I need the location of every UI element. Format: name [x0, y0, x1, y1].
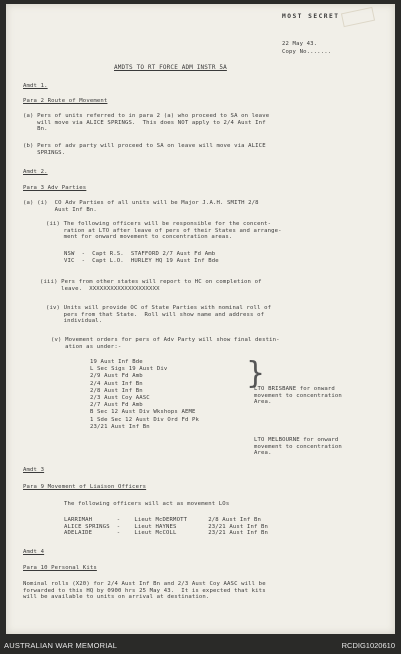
para-3a-i: (a) (i) CO Adv Parties of all units will be Major J.A.H. SMITH 2/8 Aust Inf Bn. — [23, 200, 259, 213]
amdt-3-heading: Amdt 3 — [23, 467, 45, 473]
state-officers: NSW - Capt R.S. STAFFORD 2/7 Aust Fd Amb VIC - Capt L.O. HURLEY HQ 19 Aust Inf Bde — [64, 251, 219, 264]
para-2b: (b) Pers of adv party will proceed to SA on leave will move via ALICE SPRINGS. — [23, 143, 266, 156]
para-9-heading: Para 9 Movement of Liaison Officers — [23, 484, 147, 490]
para-3a-iii: (iii) Pers from other states will report to HC on completion of leave. XXXXXXXXXXXXXXXXXXXX — [40, 279, 262, 292]
footer-id: RCDIG1020610 — [341, 641, 395, 650]
document-page — [6, 4, 395, 634]
para-2-heading: Para 2 Route of Movement — [23, 98, 108, 104]
footer-source: AUSTRALIAN WAR MEMORIAL — [4, 641, 118, 650]
copy-number: Copy No....... — [282, 49, 332, 55]
para-3a-v: (v) Movement orders for pers of Adv Party will show final destin- ation as under:- — [51, 337, 280, 350]
doc-title: AMDTS TO RT FORCE ADM INSTR 5A — [114, 64, 227, 71]
para-9-text: The following officers will act as movement LOs — [64, 501, 230, 507]
para-3-heading: Para 3 Adv Parties — [23, 185, 87, 191]
para-3a-iv: (iv) Units will provide OC of State Parties with nominal roll of pers from that State. Roll will show name and address of individual. — [46, 305, 272, 325]
para-10-text: Nominal rolls (X20) for 2/4 Aust Inf Bn and 2/3 Aust Coy AASC will be forwarded to this HQ by 0900 hrs 25 May 43. It is expected that kits will be available to units on arrival at destination. — [23, 581, 266, 601]
classification: MOST SECRET — [282, 13, 340, 20]
destination-melbourne: LTO MELBOURNE for onward movement to concentration Area. — [254, 437, 342, 457]
para-2a: (a) Pers of units referred to in para 2 (a) who proceed to SA on leave will move via ALICE SPRINGS. This does NOT apply to 2/4 Aust Inf Bn. — [23, 113, 270, 133]
archive-footer — [0, 636, 401, 654]
units-list: 19 Aust Inf Bde L Sec Sigs 19 Aust Div 2/9 Aust Fd Amb 2/4 Aust Inf Bn 2/8 Aust Inf Bn 2/3 Aust Coy AASC 2/7 Aust Fd Amb B Sec 12 Aust Div Wkshops AEME 1 Sde Sec 12 Aust Div Ord Fd Pk 23/21 Aust Inf Bn — [90, 359, 200, 430]
amdt-4-heading: Amdt 4 — [23, 549, 45, 555]
archive-stamp — [341, 7, 375, 27]
brace-icon: } — [246, 356, 266, 391]
para-3a-ii: (ii) The following officers will be responsible for the concent- ration at LTO after leave of pers of their States and arrange- ment for onward movement to concentration areas. — [46, 221, 282, 241]
destination-brisbane: LTO BRISBANE for onward movement to concentration Area. — [254, 386, 342, 406]
liaison-officers: LARRIMAH - Lieut McDERMOTT 2/8 Aust Inf Bn ALICE SPRINGS - Lieut HAYNES 23/21 Aust Inf Bn ADELAIDE - Lieut McCOLL 23/21 Aust Inf Bn — [64, 517, 269, 537]
amdt-1-heading: Amdt 1. — [23, 83, 48, 89]
para-10-heading: Para 10 Personal Kits — [23, 565, 97, 571]
amdt-2-heading: Amdt 2. — [23, 169, 48, 175]
doc-date: 22 May 43. — [282, 41, 318, 47]
